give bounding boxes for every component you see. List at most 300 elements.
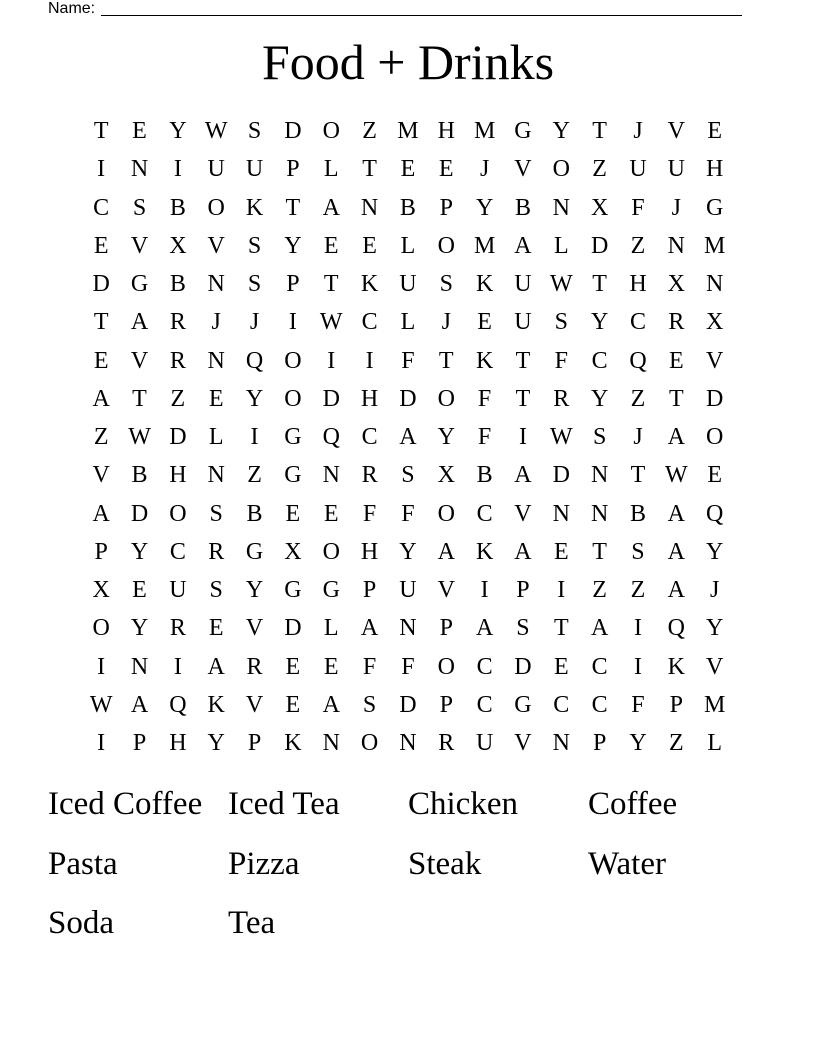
- grid-letter[interactable]: E: [323, 232, 339, 259]
- grid-letter[interactable]: Z: [362, 118, 377, 145]
- grid-letter[interactable]: E: [707, 118, 722, 145]
- grid-letter[interactable]: P: [439, 615, 453, 642]
- grid-letter[interactable]: A: [475, 615, 494, 642]
- grid-letter[interactable]: S: [132, 194, 147, 221]
- grid-letter[interactable]: C: [476, 653, 493, 680]
- grid-letter[interactable]: E: [323, 653, 339, 680]
- grid-letter[interactable]: S: [209, 500, 223, 527]
- grid-letter[interactable]: A: [399, 424, 417, 451]
- grid-letter[interactable]: V: [514, 730, 532, 757]
- grid-letter[interactable]: A: [207, 653, 225, 680]
- grid-letter[interactable]: N: [207, 271, 225, 298]
- grid-letter[interactable]: Z: [630, 232, 646, 259]
- grid-letter[interactable]: I: [633, 653, 642, 680]
- grid-letter[interactable]: A: [92, 385, 110, 412]
- grid-letter[interactable]: Y: [130, 615, 149, 642]
- grid-letter[interactable]: U: [399, 577, 417, 604]
- grid-letter[interactable]: P: [94, 538, 108, 565]
- grid-letter[interactable]: E: [707, 462, 722, 489]
- grid-letter[interactable]: P: [132, 730, 147, 757]
- grid-letter[interactable]: T: [592, 118, 607, 145]
- grid-letter[interactable]: N: [590, 462, 609, 489]
- grid-letter[interactable]: E: [285, 500, 301, 527]
- grid-letter[interactable]: N: [667, 232, 685, 259]
- grid-letter[interactable]: L: [323, 615, 339, 642]
- grid-letter[interactable]: S: [362, 691, 377, 718]
- grid-letter[interactable]: Z: [592, 156, 607, 183]
- grid-letter[interactable]: N: [322, 730, 340, 757]
- grid-letter[interactable]: J: [710, 577, 720, 604]
- grid-letter[interactable]: N: [706, 271, 724, 298]
- grid-letter[interactable]: N: [552, 500, 570, 527]
- grid-letter[interactable]: E: [553, 538, 569, 565]
- grid-letter[interactable]: T: [515, 347, 531, 374]
- grid-letter[interactable]: E: [477, 309, 492, 336]
- grid-letter[interactable]: S: [247, 271, 262, 298]
- grid-letter[interactable]: C: [93, 194, 110, 221]
- grid-letter[interactable]: I: [288, 309, 297, 336]
- grid-letter[interactable]: O: [552, 156, 570, 183]
- grid-letter[interactable]: E: [208, 385, 224, 412]
- grid-letter[interactable]: R: [169, 615, 186, 642]
- grid-letter[interactable]: N: [590, 500, 609, 527]
- grid-letter[interactable]: M: [473, 232, 496, 259]
- grid-letter[interactable]: D: [514, 653, 532, 680]
- grid-letter[interactable]: J: [479, 156, 490, 183]
- word-bank-item: Water: [588, 845, 666, 882]
- grid-letter[interactable]: L: [400, 232, 416, 259]
- grid-letter[interactable]: Y: [399, 538, 417, 565]
- grid-letter[interactable]: F: [631, 194, 645, 221]
- grid-letter[interactable]: S: [554, 309, 568, 336]
- grid-letter[interactable]: K: [475, 538, 494, 565]
- grid-letter[interactable]: J: [211, 309, 221, 336]
- grid-letter[interactable]: W: [128, 424, 151, 451]
- grid-letter[interactable]: O: [706, 424, 724, 451]
- grid-letter[interactable]: R: [208, 538, 225, 565]
- grid-letter[interactable]: F: [477, 424, 492, 451]
- grid-letter[interactable]: R: [438, 730, 455, 757]
- grid-letter[interactable]: J: [633, 424, 643, 451]
- word-search-grid[interactable]: [82, 112, 734, 762]
- grid-letter[interactable]: X: [92, 577, 110, 604]
- grid-letter[interactable]: L: [707, 730, 722, 757]
- grid-letter[interactable]: Y: [590, 385, 609, 412]
- grid-letter[interactable]: U: [667, 156, 685, 183]
- grid-letter[interactable]: E: [553, 653, 569, 680]
- grid-letter[interactable]: K: [475, 271, 494, 298]
- grid-letter[interactable]: P: [592, 730, 607, 757]
- grid-letter[interactable]: Y: [437, 424, 455, 451]
- grid-letter[interactable]: V: [514, 156, 532, 183]
- grid-letter[interactable]: G: [514, 118, 532, 145]
- grid-letter[interactable]: K: [245, 194, 264, 221]
- grid-letter[interactable]: X: [706, 309, 724, 336]
- grid-letter[interactable]: I: [365, 347, 374, 374]
- grid-letter[interactable]: N: [399, 730, 417, 757]
- grid-letter[interactable]: E: [208, 615, 224, 642]
- grid-letter[interactable]: F: [477, 385, 492, 412]
- grid-letter[interactable]: H: [629, 271, 647, 298]
- grid-letter[interactable]: N: [322, 462, 340, 489]
- grid-letter[interactable]: V: [130, 347, 149, 374]
- grid-letter[interactable]: V: [706, 653, 724, 680]
- grid-letter[interactable]: R: [246, 653, 263, 680]
- grid-letter[interactable]: A: [322, 194, 340, 221]
- word-bank-item: Pizza: [228, 845, 300, 882]
- grid-letter[interactable]: T: [592, 538, 607, 565]
- grid-letter[interactable]: E: [323, 500, 339, 527]
- grid-letter[interactable]: V: [130, 232, 149, 259]
- grid-letter[interactable]: P: [286, 156, 300, 183]
- grid-letter[interactable]: E: [400, 156, 416, 183]
- grid-letter[interactable]: W: [89, 691, 113, 718]
- grid-letter[interactable]: R: [553, 385, 570, 412]
- grid-letter[interactable]: P: [439, 194, 453, 221]
- word-bank-item: Pasta: [48, 845, 118, 882]
- grid-letter[interactable]: T: [323, 271, 339, 298]
- grid-letter[interactable]: C: [591, 691, 608, 718]
- grid-letter[interactable]: I: [518, 424, 527, 451]
- grid-letter[interactable]: A: [92, 500, 110, 527]
- grid-letter[interactable]: B: [476, 462, 493, 489]
- grid-letter[interactable]: R: [361, 462, 378, 489]
- grid-letter[interactable]: M: [473, 118, 496, 145]
- grid-letter[interactable]: C: [629, 309, 646, 336]
- grid-letter[interactable]: C: [169, 538, 186, 565]
- grid-letter[interactable]: A: [667, 577, 685, 604]
- grid-letter[interactable]: A: [322, 691, 340, 718]
- grid-letter[interactable]: R: [169, 309, 186, 336]
- grid-letter[interactable]: Q: [245, 347, 264, 374]
- grid-letter[interactable]: W: [549, 271, 573, 298]
- grid-letter[interactable]: O: [284, 347, 302, 374]
- grid-letter[interactable]: Y: [475, 194, 494, 221]
- grid-letter[interactable]: Y: [629, 730, 647, 757]
- grid-letter[interactable]: F: [401, 500, 415, 527]
- grid-letter[interactable]: K: [667, 653, 685, 680]
- grid-letter[interactable]: B: [399, 194, 416, 221]
- grid-letter[interactable]: E: [438, 156, 454, 183]
- grid-letter[interactable]: I: [97, 730, 106, 757]
- grid-letter[interactable]: O: [437, 385, 455, 412]
- grid-letter[interactable]: J: [633, 118, 643, 145]
- grid-letter[interactable]: I: [97, 156, 106, 183]
- grid-letter[interactable]: I: [173, 156, 182, 183]
- grid-letter[interactable]: Q: [322, 424, 340, 451]
- grid-letter[interactable]: E: [362, 232, 377, 259]
- grid-letter[interactable]: P: [516, 577, 530, 604]
- grid-letter[interactable]: X: [590, 194, 609, 221]
- grid-letter[interactable]: D: [552, 462, 570, 489]
- grid-letter[interactable]: T: [285, 194, 301, 221]
- grid-letter[interactable]: S: [247, 118, 262, 145]
- grid-letter[interactable]: F: [631, 691, 645, 718]
- grid-letter[interactable]: Y: [590, 309, 609, 336]
- grid-letter[interactable]: G: [245, 538, 264, 565]
- grid-letter[interactable]: T: [515, 385, 531, 412]
- grid-letter[interactable]: B: [169, 194, 186, 221]
- grid-letter[interactable]: A: [360, 615, 379, 642]
- grid-letter[interactable]: F: [362, 653, 377, 680]
- name-underline[interactable]: [101, 0, 742, 16]
- grid-letter[interactable]: X: [437, 462, 455, 489]
- grid-letter[interactable]: X: [667, 271, 685, 298]
- grid-letter[interactable]: E: [132, 118, 147, 145]
- grid-letter[interactable]: A: [130, 691, 149, 718]
- grid-letter[interactable]: I: [250, 424, 259, 451]
- grid-letter[interactable]: B: [629, 500, 646, 527]
- grid-letter[interactable]: H: [169, 462, 187, 489]
- grid-letter[interactable]: O: [92, 615, 110, 642]
- grid-letter[interactable]: L: [208, 424, 224, 451]
- grid-letter[interactable]: M: [704, 691, 726, 718]
- grid-letter[interactable]: S: [439, 271, 453, 298]
- grid-letter[interactable]: A: [590, 615, 609, 642]
- grid-row: [82, 112, 734, 150]
- grid-letter[interactable]: Y: [169, 118, 187, 145]
- grid-letter[interactable]: D: [130, 500, 149, 527]
- grid-letter[interactable]: J: [671, 194, 681, 221]
- grid-letter[interactable]: O: [207, 194, 225, 221]
- grid-letter[interactable]: V: [437, 577, 455, 604]
- grid-letter[interactable]: B: [169, 271, 186, 298]
- grid-letter[interactable]: N: [360, 194, 379, 221]
- grid-letter[interactable]: D: [399, 385, 417, 412]
- grid-letter[interactable]: Y: [245, 385, 264, 412]
- grid-letter[interactable]: D: [284, 118, 302, 145]
- grid-letter[interactable]: Q: [667, 615, 685, 642]
- grid-letter[interactable]: O: [437, 232, 455, 259]
- grid-letter[interactable]: W: [549, 424, 573, 451]
- grid-letter[interactable]: L: [553, 232, 569, 259]
- grid-letter[interactable]: V: [706, 347, 724, 374]
- grid-letter[interactable]: Z: [592, 577, 607, 604]
- grid-row: [82, 456, 734, 494]
- grid-letter[interactable]: R: [668, 309, 685, 336]
- grid-letter[interactable]: D: [169, 424, 187, 451]
- grid-letter[interactable]: W: [665, 462, 688, 489]
- grid-letter[interactable]: S: [631, 538, 645, 565]
- grid-letter[interactable]: S: [209, 577, 223, 604]
- grid-letter[interactable]: Y: [207, 730, 225, 757]
- grid-letter[interactable]: G: [284, 462, 302, 489]
- grid-letter[interactable]: D: [706, 385, 724, 412]
- grid-letter[interactable]: Y: [706, 615, 724, 642]
- grid-letter[interactable]: N: [552, 730, 570, 757]
- grid-letter[interactable]: B: [246, 500, 263, 527]
- grid-letter[interactable]: T: [668, 385, 684, 412]
- grid-letter[interactable]: L: [400, 309, 416, 336]
- grid-letter[interactable]: H: [706, 156, 724, 183]
- grid-letter[interactable]: E: [93, 347, 109, 374]
- grid-letter[interactable]: Y: [552, 118, 570, 145]
- grid-letter[interactable]: T: [93, 118, 109, 145]
- grid-letter[interactable]: I: [327, 347, 336, 374]
- grid-letter[interactable]: N: [207, 462, 225, 489]
- grid-letter[interactable]: Q: [629, 347, 647, 374]
- grid-letter[interactable]: I: [633, 615, 642, 642]
- grid-letter[interactable]: N: [130, 653, 149, 680]
- grid-letter[interactable]: R: [169, 347, 186, 374]
- grid-letter[interactable]: S: [516, 615, 530, 642]
- grid-letter[interactable]: E: [285, 653, 301, 680]
- grid-letter[interactable]: A: [437, 538, 455, 565]
- grid-letter[interactable]: Z: [93, 424, 109, 451]
- grid-letter[interactable]: D: [322, 385, 340, 412]
- grid-letter[interactable]: V: [667, 118, 685, 145]
- grid-letter[interactable]: C: [591, 653, 608, 680]
- grid-letter[interactable]: D: [92, 271, 110, 298]
- grid-letter[interactable]: D: [590, 232, 609, 259]
- grid-letter[interactable]: X: [284, 538, 302, 565]
- grid-letter[interactable]: Z: [630, 577, 646, 604]
- grid-letter[interactable]: C: [361, 309, 378, 336]
- grid-letter[interactable]: C: [591, 347, 608, 374]
- grid-letter[interactable]: U: [475, 730, 494, 757]
- grid-letter[interactable]: Z: [170, 385, 186, 412]
- grid-letter[interactable]: U: [169, 577, 187, 604]
- grid-letter[interactable]: F: [554, 347, 568, 374]
- grid-letter[interactable]: U: [207, 156, 225, 183]
- grid-letter[interactable]: N: [130, 156, 149, 183]
- grid-letter[interactable]: U: [514, 309, 532, 336]
- grid-letter[interactable]: F: [401, 347, 415, 374]
- grid-letter[interactable]: U: [514, 271, 532, 298]
- grid-letter[interactable]: L: [323, 156, 339, 183]
- grid-letter[interactable]: U: [245, 156, 264, 183]
- grid-letter[interactable]: O: [360, 730, 379, 757]
- grid-letter[interactable]: V: [92, 462, 110, 489]
- grid-letter[interactable]: O: [322, 118, 340, 145]
- grid-letter[interactable]: G: [130, 271, 149, 298]
- grid-letter[interactable]: E: [668, 347, 684, 374]
- name-field[interactable]: [48, 0, 742, 18]
- grid-letter[interactable]: G: [284, 424, 302, 451]
- grid-letter[interactable]: A: [130, 309, 149, 336]
- grid-letter[interactable]: O: [284, 385, 302, 412]
- grid-letter[interactable]: S: [592, 424, 607, 451]
- grid-letter[interactable]: W: [319, 309, 343, 336]
- grid-letter[interactable]: T: [93, 309, 109, 336]
- grid-letter[interactable]: W: [204, 118, 228, 145]
- grid-letter[interactable]: P: [439, 691, 453, 718]
- grid-letter[interactable]: O: [322, 538, 340, 565]
- grid-letter[interactable]: A: [667, 500, 685, 527]
- grid-letter[interactable]: X: [169, 232, 187, 259]
- grid-letter[interactable]: A: [514, 462, 532, 489]
- grid-letter[interactable]: K: [284, 730, 302, 757]
- grid-letter[interactable]: Z: [630, 385, 646, 412]
- grid-letter[interactable]: O: [169, 500, 187, 527]
- grid-letter[interactable]: H: [169, 730, 187, 757]
- grid-letter[interactable]: K: [207, 691, 225, 718]
- grid-letter[interactable]: H: [360, 385, 379, 412]
- grid-letter[interactable]: F: [362, 500, 377, 527]
- grid-letter[interactable]: V: [207, 232, 225, 259]
- grid-letter[interactable]: E: [93, 232, 109, 259]
- grid-letter[interactable]: A: [514, 538, 532, 565]
- grid-letter[interactable]: G: [284, 577, 302, 604]
- word-bank-item: Steak: [408, 845, 482, 882]
- grid-letter[interactable]: G: [322, 577, 340, 604]
- grid-letter[interactable]: C: [476, 500, 493, 527]
- grid-letter[interactable]: J: [249, 309, 260, 336]
- grid-letter[interactable]: T: [362, 156, 377, 183]
- grid-letter[interactable]: A: [667, 424, 685, 451]
- grid-letter[interactable]: H: [360, 538, 379, 565]
- grid-letter[interactable]: B: [514, 194, 531, 221]
- grid-letter[interactable]: V: [245, 691, 264, 718]
- grid-letter[interactable]: M: [397, 118, 419, 145]
- grid-letter[interactable]: Y: [284, 232, 302, 259]
- grid-letter[interactable]: A: [667, 538, 685, 565]
- grid-letter[interactable]: Q: [169, 691, 187, 718]
- grid-letter[interactable]: F: [401, 653, 415, 680]
- grid-letter[interactable]: S: [247, 232, 262, 259]
- word-bank-item: Soda: [48, 905, 114, 941]
- grid-letter[interactable]: C: [361, 424, 378, 451]
- grid-letter[interactable]: I: [557, 577, 566, 604]
- grid-letter[interactable]: U: [399, 271, 417, 298]
- grid-letter[interactable]: T: [592, 271, 607, 298]
- grid-letter[interactable]: C: [476, 691, 493, 718]
- grid-letter[interactable]: P: [669, 691, 683, 718]
- grid-letter[interactable]: V: [514, 500, 532, 527]
- grid-letter[interactable]: E: [132, 577, 147, 604]
- grid-letter[interactable]: Z: [668, 730, 684, 757]
- grid-letter[interactable]: K: [475, 347, 494, 374]
- grid-letter[interactable]: G: [706, 194, 724, 221]
- grid-letter[interactable]: O: [437, 500, 455, 527]
- grid-letter[interactable]: T: [553, 615, 569, 642]
- grid-letter[interactable]: P: [247, 730, 262, 757]
- grid-letter[interactable]: G: [514, 691, 532, 718]
- grid-letter[interactable]: I: [97, 653, 106, 680]
- grid-letter[interactable]: T: [132, 385, 147, 412]
- grid-letter[interactable]: K: [360, 271, 379, 298]
- grid-letter[interactable]: O: [437, 653, 455, 680]
- grid-letter[interactable]: Q: [706, 500, 724, 527]
- grid-letter[interactable]: T: [630, 462, 646, 489]
- grid-letter[interactable]: S: [401, 462, 415, 489]
- grid-letter[interactable]: M: [704, 232, 726, 259]
- grid-letter[interactable]: Y: [130, 538, 149, 565]
- grid-letter[interactable]: E: [285, 691, 301, 718]
- grid-letter[interactable]: A: [514, 232, 532, 259]
- grid-letter[interactable]: C: [553, 691, 570, 718]
- grid-letter[interactable]: I: [173, 653, 182, 680]
- grid-letter[interactable]: N: [399, 615, 417, 642]
- grid-letter[interactable]: N: [552, 194, 570, 221]
- grid-letter[interactable]: T: [438, 347, 454, 374]
- grid-letter[interactable]: V: [245, 615, 264, 642]
- grid-row: [82, 150, 734, 188]
- grid-letter[interactable]: B: [131, 462, 148, 489]
- grid-letter[interactable]: J: [441, 309, 451, 336]
- grid-letter[interactable]: I: [480, 577, 489, 604]
- grid-letter[interactable]: D: [284, 615, 302, 642]
- grid-letter[interactable]: P: [286, 271, 300, 298]
- grid-letter[interactable]: N: [207, 347, 225, 374]
- grid-letter[interactable]: Z: [247, 462, 262, 489]
- grid-letter[interactable]: U: [629, 156, 647, 183]
- grid-letter[interactable]: Y: [245, 577, 264, 604]
- grid-letter[interactable]: D: [399, 691, 417, 718]
- grid-letter[interactable]: P: [362, 577, 377, 604]
- grid-letter[interactable]: H: [437, 118, 455, 145]
- grid-letter[interactable]: Y: [706, 538, 724, 565]
